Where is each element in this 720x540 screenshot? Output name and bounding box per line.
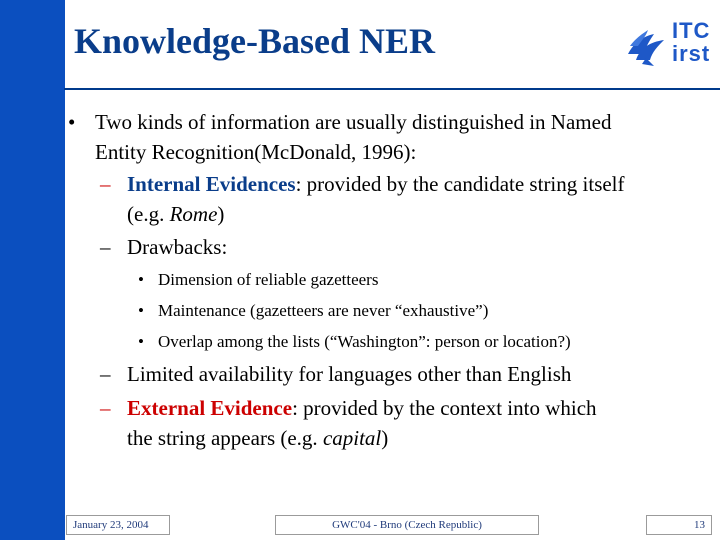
- footer-conference: GWC'04 - Brno (Czech Republic): [275, 515, 539, 535]
- bullet-dot: •: [138, 332, 144, 351]
- internal-evidences-label: Internal Evidences: [127, 172, 296, 196]
- slide-footer: [0, 515, 720, 540]
- text-fragment: ): [381, 426, 389, 450]
- drawback-3: Overlap among the lists (“Washington”: person or location?): [158, 332, 571, 351]
- left-accent-bar: [0, 0, 65, 540]
- sub-external-evidence: [127, 396, 597, 421]
- bullet-dot: •: [68, 110, 76, 134]
- example-rome: Rome: [169, 202, 218, 226]
- text-fragment: (e.g.: [127, 202, 170, 226]
- footer-date: January 23, 2004: [66, 515, 170, 535]
- bullet-1-line-1: Two kinds of information are usually distinguished in Named: [95, 110, 612, 134]
- logo-text-irst: irst: [672, 41, 711, 66]
- sub-internal-evidences: [127, 172, 625, 197]
- dash-marker: –: [100, 362, 111, 386]
- dash-marker: –: [100, 172, 111, 196]
- sub-external-evidence-line-2: [127, 426, 388, 451]
- bullet-dot: •: [138, 301, 144, 320]
- internal-evidences-text: : provided by the candidate string itself: [295, 172, 625, 196]
- dash-marker: –: [100, 235, 111, 259]
- external-evidence-text: : provided by the context into which: [292, 396, 597, 420]
- slide-title: Knowledge-Based NER: [74, 21, 436, 61]
- bullet-dot: •: [138, 270, 144, 289]
- sub-internal-evidences-line-2: [127, 202, 224, 227]
- sub-drawbacks: Drawbacks:: [127, 235, 228, 259]
- drawback-1: Dimension of reliable gazetteers: [158, 270, 379, 289]
- external-evidence-label: External Evidence: [127, 396, 293, 420]
- text-fragment: ): [217, 202, 225, 226]
- sub-limited-availability: Limited availability for languages other than English: [127, 362, 572, 386]
- text-fragment: the string appears (e.g.: [127, 426, 323, 450]
- bullet-1-line-2: Entity Recognition(McDonald, 1996):: [95, 140, 417, 164]
- footer-page-number: 13: [646, 515, 712, 535]
- example-capital: capital: [322, 426, 382, 450]
- dash-marker: –: [100, 396, 111, 420]
- slide-body: [60, 0, 720, 540]
- drawback-2: Maintenance (gazetteers are never “exhaustive”): [158, 301, 489, 320]
- logo-text-itc: ITC: [672, 18, 711, 43]
